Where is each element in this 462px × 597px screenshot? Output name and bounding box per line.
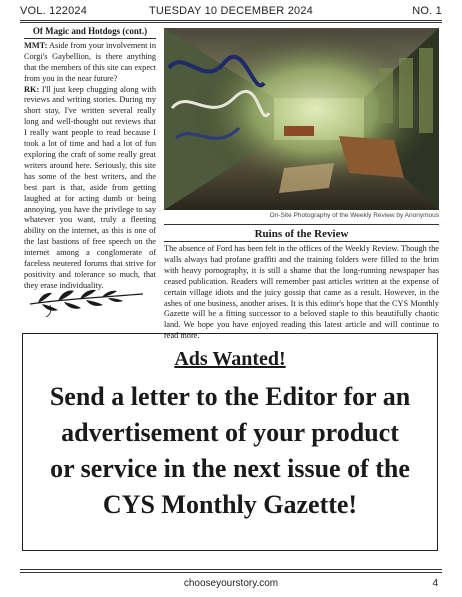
abandoned-office-photo [164,28,439,210]
volume-label: VOL. 122024 [20,5,88,17]
ruins-rule-bottom [164,241,439,242]
ad-line: Send a letter to the Editor for an [49,382,411,411]
footer-site-url: chooseyourstory.com [183,578,279,589]
issue-number: NO. 1 [412,5,442,17]
ad-line: or service in the next issue of the [50,454,410,483]
ad-line: CYS Monthly Gazette! [102,490,358,519]
masthead-rule [20,20,442,21]
ruins-title: Ruins of the Review [254,228,349,240]
interview-question [24,41,156,85]
interview-answer [24,85,156,292]
ads-wanted-box [22,333,438,551]
answer-speaker: RK: [24,84,40,94]
leaf-sprig-ornament [28,284,146,318]
interview-column [24,26,156,292]
interview-title: Of Magic and Hotdogs (cont.) [24,26,156,39]
masthead-rule-double [20,22,442,23]
issue-date: TUESDAY 10 DECEMBER 2024 [149,5,313,17]
page-number: 4 [432,578,438,589]
question-speaker: MMT: [24,40,48,50]
ads-wanted-heading: Ads Wanted! [174,348,286,370]
photo-illustration [164,28,439,210]
photo-caption: On-Site Photography of the Weekly Review by Anonymous [269,212,439,219]
ruins-article-body: The absence of Ford has been felt in the offices of the Weekly Review. Though the walls always had profane graffiti and the training folders were filled to the brim with heavy pornography, it is still a shame that the long-running newspaper has ceased publication. Readers will remember past articles written at the expense of certain village idiots and the juicy gossip that came as a result. However, in the ashes of one business, another arises. It is this editor's hope that the CYS Monthly Gazette will be a fitting successor to a beloved staple to this beautifully chaotic land. We hope you have enjoyed reading this latest article and will continue to read more. [164,244,439,341]
ad-line: advertisement of your product [61,418,399,447]
footer-rule-double [20,572,442,573]
ads-wanted-message [23,379,437,523]
footer-rule [20,569,442,570]
masthead [20,3,442,21]
ruins-rule-top [164,224,439,225]
question-text: Aside from your involvement in Corgi's Gaybellion, is there anything that the members of this site can expect from you in the near future? [24,40,156,83]
answer-text: I'll just keep chugging along with reviews and writing stories. During my short stay, I've written several really long and well-thought out reviews that I really want people to read because I took a lot of time and had a lot of fun exploring the craft of some really great writers around here. Seriously, this site has some of the best writers, and the best part is that, aside from getting laughed at for acting dumb or being annoying, you have the privilege to say whatever you want, truly a fleeting ability on the internet, as this is one of the last bastions of free speech on the internet among a conglomerate of faceless neutered forums that strive for positivity and tolerance so much, that they erase individuality. [24,84,156,290]
